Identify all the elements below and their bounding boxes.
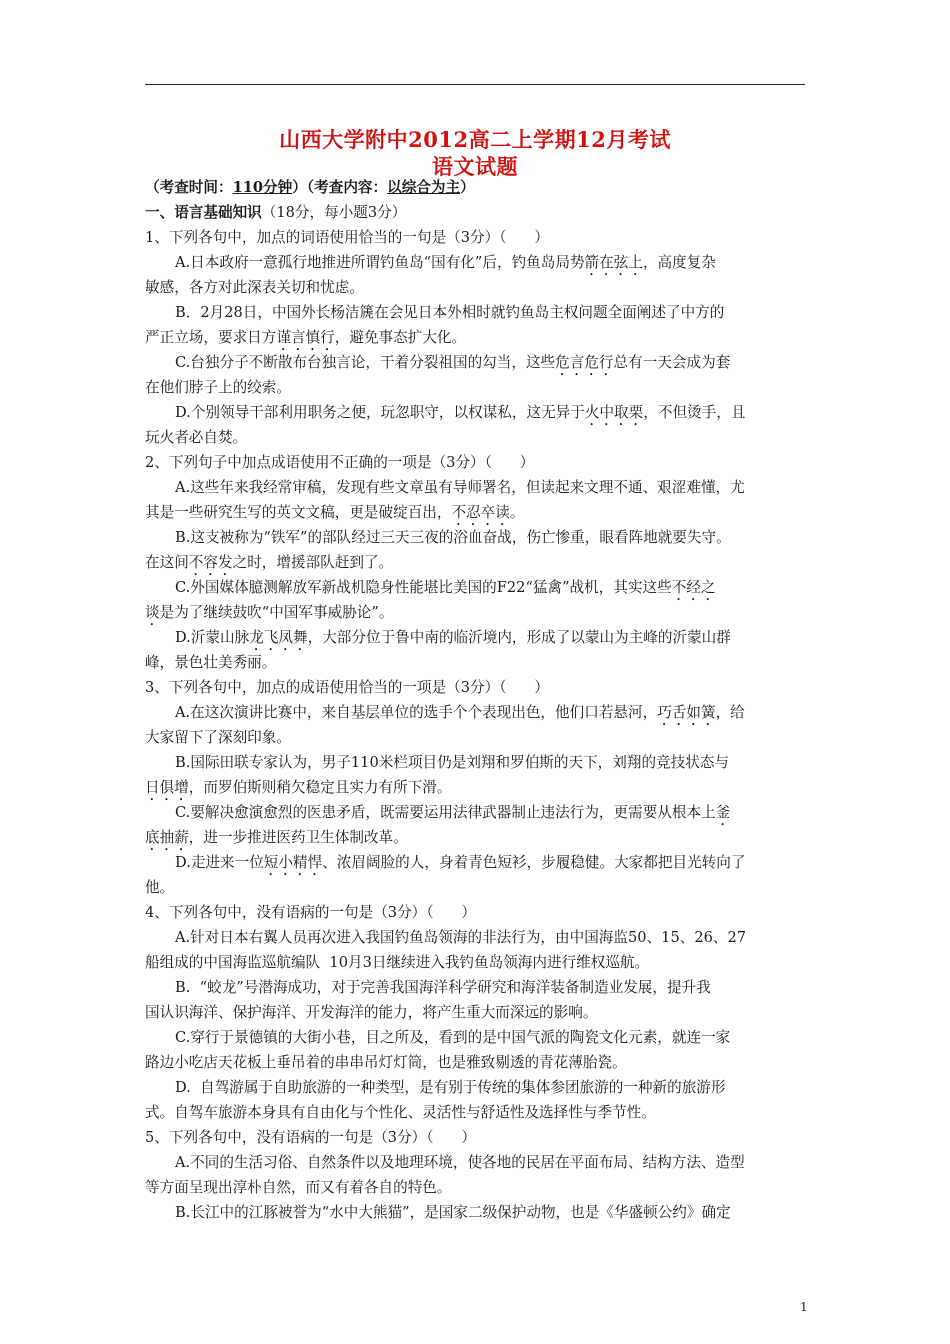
option-text: ，避免事态扩大化。 (334, 329, 467, 346)
option-text: ，不但烫手，且 (643, 404, 746, 421)
option-a (145, 700, 807, 725)
question-stem: 5、下列各句中，没有语病的一句是（3分）（ ） (145, 1129, 476, 1146)
content-label: （考查内容： (306, 179, 388, 196)
option-b: B.长江中的江豚被誉为“水中大熊猫”，是国家二级保护动物，也是《华盛顿公约》确定 (175, 1204, 731, 1221)
option-a-cont: 敏感，各方对此深表关切和忧虑。 (145, 279, 364, 296)
option-b-cont (145, 550, 807, 575)
option-a: A.针对日本右翼人员再次进入我国钓鱼岛领海的非法行为，由中国海监50、15、26、27 (175, 929, 747, 946)
option-text: 其是一些研究生写的英文文稿，更是破绽百出， (145, 504, 452, 521)
option-a-cont: 船组成的中国海监巡航编队 10月3日继续进入我钓鱼岛领海内进行维权巡航。 (145, 954, 650, 971)
option-d (145, 850, 807, 875)
option-text: ，高度复杂 (642, 254, 716, 271)
content-value: 以综合为主 (387, 179, 461, 196)
option-text: ，而罗伯斯则稍欠稳定且实力有所下滑。 (188, 779, 452, 796)
section-note: （18分，每小题3分） (261, 204, 407, 221)
option-text: ，进一步推进医药卫生体制改革。 (188, 829, 408, 846)
content-close: ） (460, 179, 475, 196)
dotted-phrase: 不忍卒读 (451, 504, 510, 521)
option-text: 在这间 (145, 554, 189, 571)
option-c-cont: 路边小吃店天花板上垂吊着的串串吊灯灯筒，也是雅致剔透的青花薄胎瓷。 (145, 1054, 627, 1071)
option-c: C.穿行于景德镇的大街小巷，目之所及，看到的是中国气派的陶瓷文化元素，就连一家 (175, 1029, 731, 1046)
option-a-cont: 大家留下了深刻印象。 (145, 729, 291, 746)
dotted-phrase: 不经之 (671, 579, 716, 596)
option-b: B.国际田联专家认为，男子110米栏项目仍是刘翔和罗伯斯的天下，刘翔的竞技状态与 (175, 754, 730, 771)
dotted-phrase: 短小精悍 (263, 854, 323, 871)
option-a-cont: 等方面呈现出淳朴自然，而又有着各自的特色。 (145, 1179, 452, 1196)
option-b-cont (145, 775, 807, 800)
option-text: A.日本政府一意孤行地推进所谓钓鱼岛“国有化”后，钓鱼岛局势 (175, 254, 585, 271)
dotted-phrase: 釜 (715, 804, 731, 821)
section-title: 一、语言基础知识 (145, 204, 262, 221)
option-text: 之时，增援部队赶到了。 (232, 554, 394, 571)
option-text: D.个别领导干部利用职务之便，玩忽职守，以权谋私，这无异于 (175, 404, 585, 421)
option-d (145, 625, 807, 650)
option-b: B.这支被称为“铁军”的部队经过三天三夜的浴血奋战，伤亡惨重，眼看阵地就要失守。 (175, 529, 731, 546)
option-a: A.这些年来我经常审稿，发现有些文章虽有导师署名，但读起来文理不通、艰涩难懂，尤 (175, 479, 745, 496)
option-text: ，大部分位于鲁中南的临沂境内，形成了以蒙山为主峰的沂蒙山群 (307, 629, 731, 646)
question-stem: 4、下列各句中，没有语病的一句是（3分）（ ） (145, 904, 476, 921)
option-c-cont (145, 600, 807, 625)
option-text: 、浓眉阔脸的人，身着青色短衫，步履稳健。大家都把目光转向了 (322, 854, 746, 871)
document-body (145, 175, 807, 1225)
exam-subtitle: 语文试题 (432, 154, 518, 179)
option-d-cont: 式。自驾车旅游本身具有自由化与个性化、灵活性与舒适性及选择性与季节性。 (145, 1104, 656, 1121)
dotted-phrase: 巧舌如簧 (657, 704, 716, 721)
option-d-cont: 他。 (145, 879, 175, 896)
exam-meta (145, 175, 807, 200)
exam-title: 山西大学附中2012高二上学期12月考试 (279, 127, 671, 152)
option-a (145, 250, 807, 275)
dotted-phrase: 箭在弦上 (584, 254, 643, 271)
option-c (145, 575, 807, 600)
option-text: 严正立场，要求日方 (145, 329, 277, 346)
option-c (145, 350, 807, 375)
option-text: A.在这次演讲比赛中，来自基层单位的选手个个表现出色，他们口若悬河， (175, 704, 658, 721)
option-a: A.不同的生活习俗、自然条件以及地理环境，使各地的民居在平面布局、结构方法、造型 (175, 1154, 745, 1171)
dotted-phrase: 日俱增 (145, 779, 189, 796)
option-d: D. 自驾游属于自助旅游的一种类型，是有别于传统的集体参团旅游的一种新的旅游形 (175, 1079, 726, 1096)
dotted-phrase: 龙飞凤舞 (249, 629, 308, 646)
option-d-cont: 峰，景色壮美秀丽。 (145, 654, 277, 671)
section-heading (145, 200, 807, 225)
option-text: C.外国媒体臆测解放军新战机隐身性能堪比美国的F22“猛禽”战机，其实这些 (175, 579, 672, 596)
option-d-cont: 玩火者必自焚。 (145, 429, 248, 446)
option-a-cont (145, 500, 807, 525)
option-text: 总有一天会成为套 (613, 354, 731, 371)
dotted-phrase: 谈 (145, 604, 160, 621)
time-close: ） (292, 179, 307, 196)
option-d (145, 400, 807, 425)
option-b: B．2月28日，中国外长杨洁篪在会见日本外相时就钓鱼岛主权问题全面阐述了中方的 (175, 304, 725, 321)
option-text: D.沂蒙山脉 (175, 629, 250, 646)
time-value: 110分钟 (232, 179, 293, 196)
dotted-phrase: 危言危行 (555, 354, 614, 371)
dotted-phrase: 谨言慎行 (276, 329, 335, 346)
dotted-phrase: 不容发 (188, 554, 233, 571)
option-text: C.要解决愈演愈烈的医患矛盾，既需要运用法律武器制止违法行为，更需要从根本上 (175, 804, 716, 821)
option-b: B. “蛟龙”号潜海成功，对于完善我国海洋科学研究和海洋装备制造业发展，提升我 (175, 979, 711, 996)
page-number: 1 (800, 1300, 808, 1314)
dotted-phrase: 底抽薪 (145, 829, 189, 846)
option-b-cont (145, 325, 807, 350)
option-text: C.台独分子不断散布台独言论，干着分裂祖国的勾当，这些 (175, 354, 556, 371)
question-stem: 1、下列各句中，加点的词语使用恰当的一句是（3分）（ ） (145, 229, 549, 246)
option-c (145, 800, 807, 825)
option-text: 。 (509, 504, 525, 521)
option-text: ，给 (715, 704, 745, 721)
option-c-cont (145, 825, 807, 850)
time-label: （考查时间： (145, 179, 233, 196)
option-b-cont: 国认识海洋、保护海洋、开发海洋的能力，将产生重大而深远的影响。 (145, 1004, 598, 1021)
option-text: 是为了继续鼓吹“中国军事威胁论”。 (159, 604, 394, 621)
dotted-phrase: 火中取栗 (584, 404, 644, 421)
question-stem: 3、下列各句中，加点的成语使用恰当的一项是（3分）（ ） (145, 679, 549, 696)
option-c-cont: 在他们脖子上的绞索。 (145, 379, 291, 396)
header-rule (145, 84, 805, 85)
question-stem: 2、下列句子中加点成语使用不正确的一项是（3分）（ ） (145, 454, 535, 471)
option-text: D.走进来一位 (175, 854, 264, 871)
